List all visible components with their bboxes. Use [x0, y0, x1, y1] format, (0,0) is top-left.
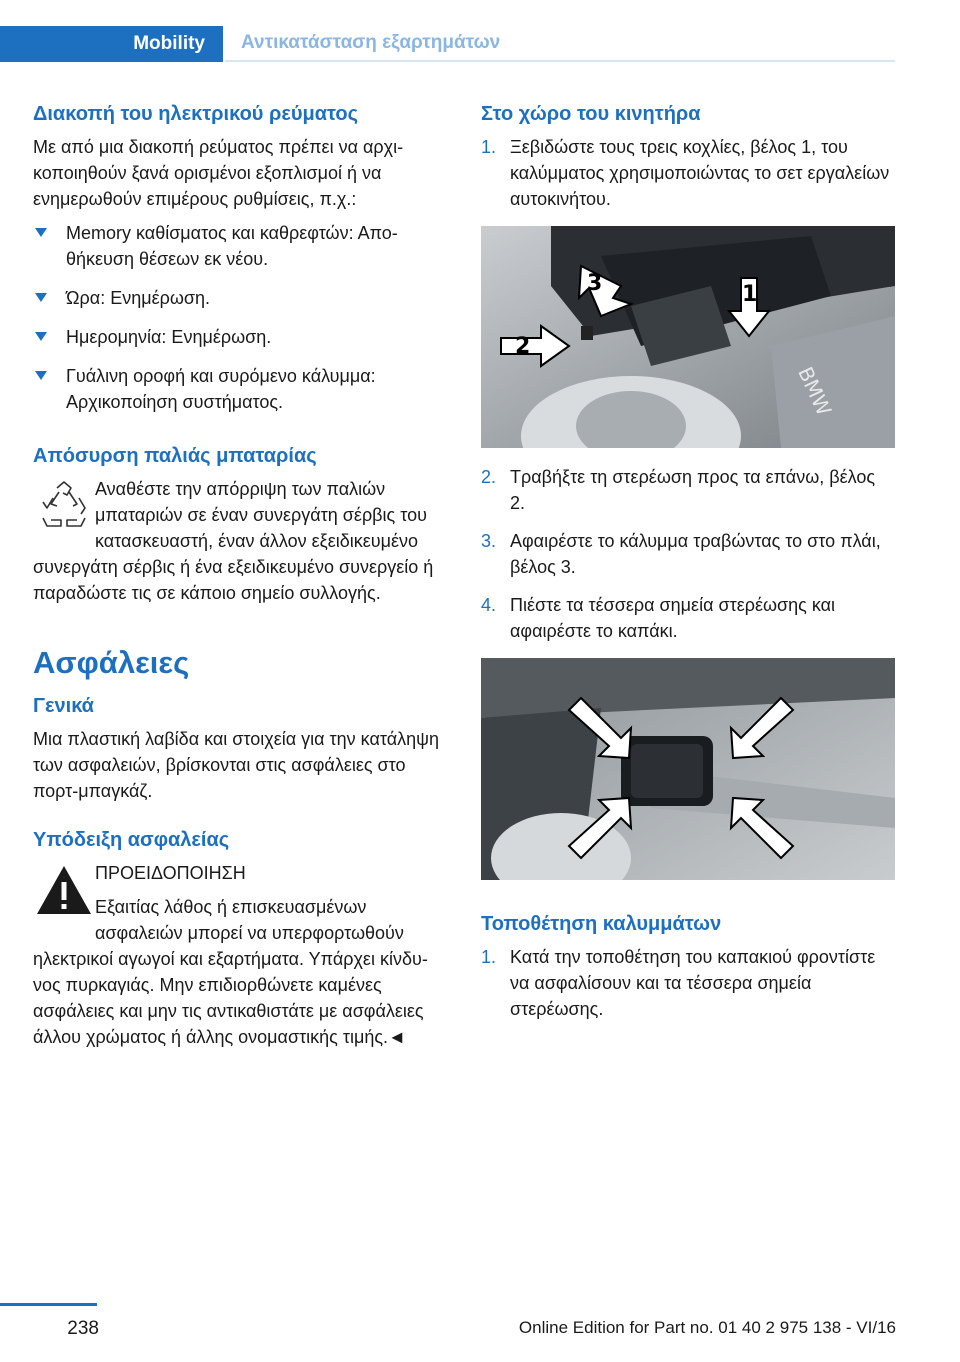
- bullet-triangle-icon: [35, 371, 47, 380]
- list-item: Memory καθίσματος και καθρεφτών: Αποθήκευση θέσεων εκ νέου.: [33, 220, 446, 272]
- list-item: 1. Κατά την τοποθέτηση του καπακιού φροντίστε να ασφαλίσουν και τα τέσσερα σημεία στερέωσης.: [481, 947, 876, 1019]
- chapter-tab-label: Mobility: [133, 33, 205, 54]
- bullet-triangle-icon: [35, 332, 47, 341]
- chapter-tab[interactable]: [0, 26, 223, 62]
- battery-disposal-text: Αναθέστε την απόρριψη των παλιών μπαταριών σε έναν συνεργάτη σέρβις του κατασκευαστή, έναν άλλον εξειδικευμένο συνεργάτη σέρβις ή ένα εξειδικευμένο συνεργείο ή παραδώστε τις σε κάποιο σημείο συλλογής.: [33, 479, 434, 603]
- power-outage-heading: Διακοπή του ηλεκτρικού ρεύματος: [33, 103, 359, 125]
- bullet-triangle-icon: [35, 293, 47, 302]
- power-outage-text: Με από μια διακοπή ρεύματος πρέπει να αρχικοποιηθούν ξανά ορισμένοι εξοπλισμοί ή να ενημερωθούν επιμέρους ρυθμίσεις, π.χ.:: [33, 137, 404, 209]
- warning-text: Εξαιτίας λάθος ή επισκευασμένων ασφαλειών μπορεί να υπερφορτωθούν ηλεκτρικοί αγωγοί και εξαρτήματα. Υπάρχει κίνδυνος πυρκαγιάς. Μην επιδιορθώνετε καμένες ασφάλειες και μην τις αντικαθιστάτε με ασφάλειες άλλου χρώματος ή άλλης ονομαστικής τιμής.◄: [33, 897, 428, 1047]
- bullet-triangle-icon: [35, 228, 47, 237]
- fuses-heading: Ασφάλειες: [33, 645, 190, 680]
- warning-triangle-icon: [33, 860, 95, 922]
- footer-rule: [0, 1303, 97, 1306]
- engine-cover-photo: [481, 226, 895, 448]
- page-number: 238: [67, 1318, 99, 1339]
- left-column: [33, 100, 446, 1050]
- header-bar: [0, 0, 960, 62]
- list-item: Γυάλινη οροφή και συρόμενο κάλυμμα: Αρχικοποίηση συστήματος.: [33, 363, 446, 415]
- svg-text:1: 1: [742, 282, 758, 307]
- list-item: 2. Τραβήξτε τη στερέωση προς τα επάνω, βέλος 2.: [481, 467, 876, 513]
- general-heading: Γενικά: [33, 695, 94, 717]
- edition-text: Online Edition for Part no. 01 40 2 975 138 - VI/16: [518, 1318, 896, 1337]
- engine-compartment-heading: Στο χώρο του κινητήρα: [481, 103, 701, 125]
- steps-list-b: [481, 464, 895, 644]
- safety-note-heading: Υπόδειξη ασφαλείας: [33, 829, 230, 851]
- list-item: 3. Αφαιρέστε το κάλυμμα τραβώντας το στο πλάι, βέλος 3.: [481, 531, 881, 577]
- steps-list-a: [481, 134, 895, 212]
- list-item: Ώρα: Ενημέρωση.: [33, 285, 446, 311]
- section-tab-label: Αντικατάσταση εξαρτημάτων: [241, 32, 501, 53]
- list-item: Ημερομηνία: Ενημέρωση.: [33, 324, 446, 350]
- right-column: [481, 100, 895, 1034]
- fuse-cover-photo: [481, 658, 895, 880]
- battery-disposal-heading: Απόσυρση παλιάς μπαταρίας: [33, 445, 317, 467]
- warning-label: ΠΡΟΕΙΔΟΠΟΙΗΣΗ: [95, 863, 246, 883]
- general-text: Μια πλαστική λαβίδα και στοιχεία για την κατάληψη των ασφαλειών, βρίσκονται στις ασφάλειες στο πορτ-μπαγκάζ.: [33, 729, 439, 801]
- list-item: 1. Ξεβιδώστε τους τρεις κοχλίες, βέλος 1, του καλύμματος χρησιμοποιώντας το σετ εργαλείων αυτοκινήτου.: [481, 137, 890, 209]
- mounting-heading: Τοποθέτηση καλυμμάτων: [481, 913, 722, 935]
- recycle-icon: [33, 476, 95, 538]
- battery-disposal-block: [33, 476, 446, 606]
- list-item: 4. Πιέστε τα τέσσερα σημεία στερέωσης και αφαιρέστε το καπάκι.: [481, 595, 836, 641]
- photo-brand-text: BMW: [793, 363, 837, 420]
- steps-list-c: [481, 944, 895, 1022]
- section-tab[interactable]: [225, 26, 895, 62]
- svg-text:2: 2: [515, 334, 531, 359]
- warning-block: [33, 860, 446, 1050]
- svg-text:3: 3: [587, 271, 603, 296]
- power-outage-list: [33, 220, 446, 415]
